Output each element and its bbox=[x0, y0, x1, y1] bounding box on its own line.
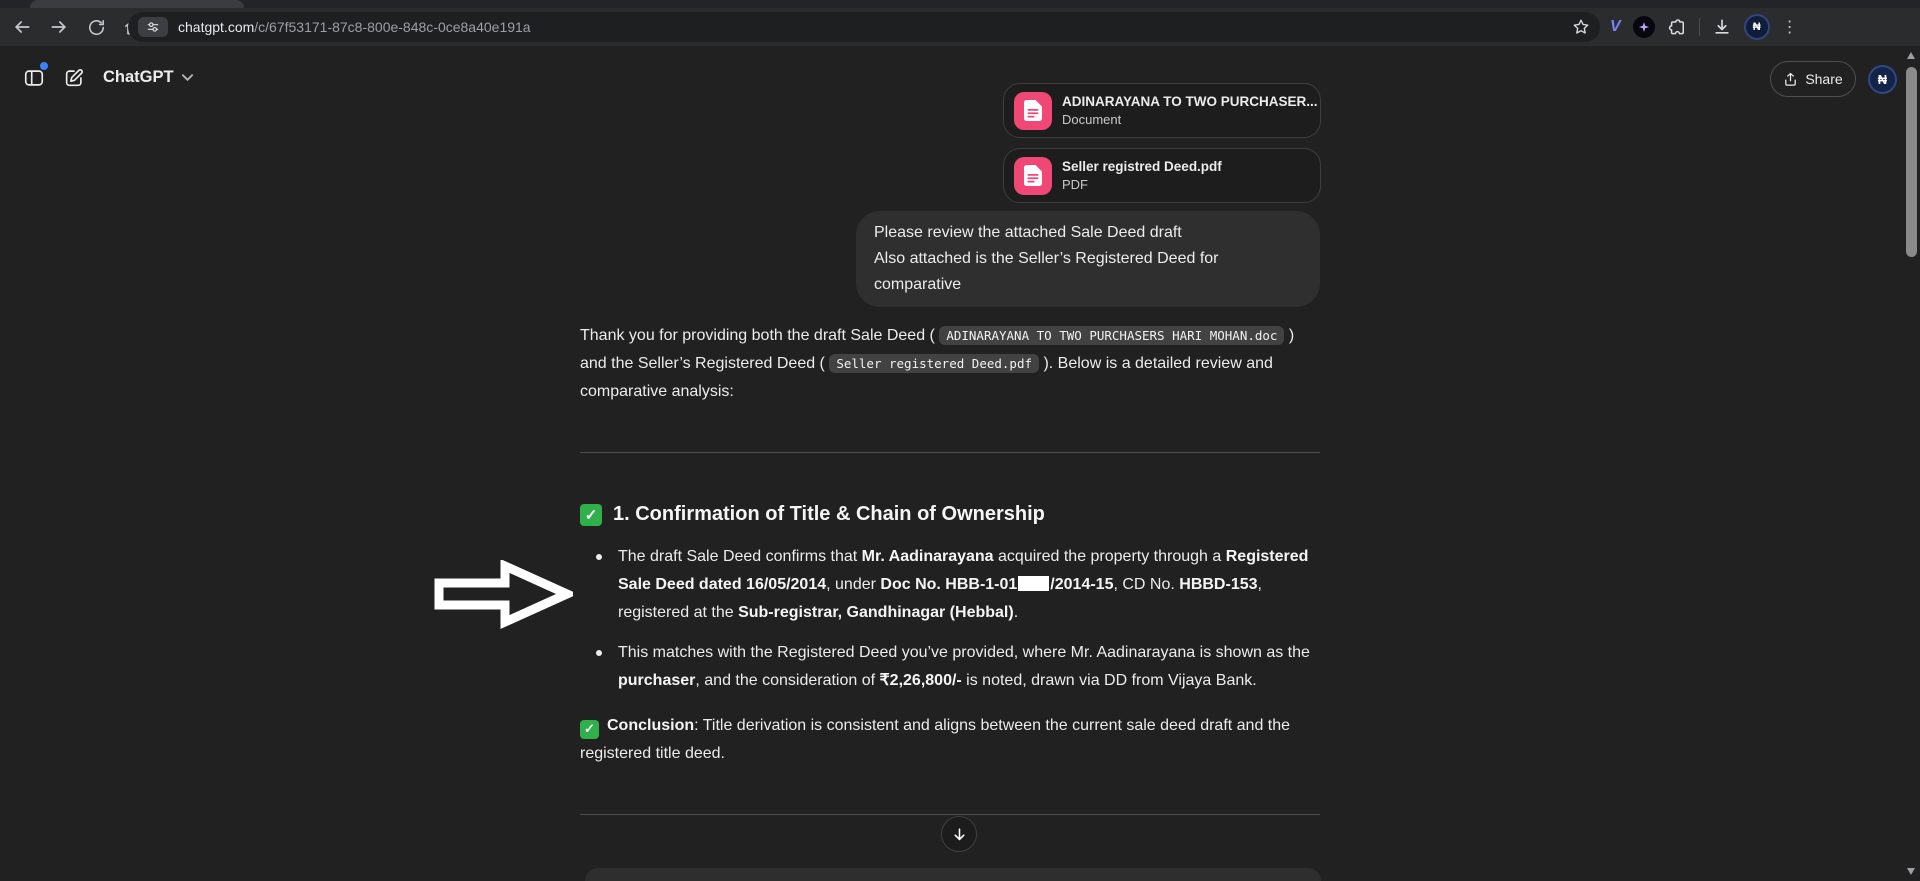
attachment-type: Document bbox=[1062, 112, 1122, 127]
forward-button[interactable] bbox=[45, 13, 73, 41]
browser-tab-strip bbox=[0, 0, 1920, 8]
toolbar-divider bbox=[1699, 18, 1700, 36]
check-emoji bbox=[580, 720, 599, 739]
tune-icon bbox=[146, 20, 160, 34]
reload-icon bbox=[87, 18, 106, 37]
browser-toolbar bbox=[0, 8, 1920, 46]
user-message-bubble bbox=[856, 211, 1320, 307]
redaction-box bbox=[1018, 576, 1049, 591]
conclusion-paragraph: ✓Conclusion: Title derivation is consistent and aligns between the current sale deed draft and the registered title deed. bbox=[580, 712, 1322, 768]
url-text[interactable] bbox=[178, 19, 1564, 35]
back-button[interactable] bbox=[8, 13, 36, 41]
user-message-line: Please review the attached Sale Deed draft bbox=[874, 224, 1182, 241]
share-label: Share bbox=[1805, 71, 1843, 87]
user-message-line: Also attached is the Seller’s Registered Deed for comparative bbox=[874, 250, 1219, 293]
bullet-item: The draft Sale Deed confirms that Mr. Aadinarayana acquired the property through a Registered Sale Deed dated 16/05/2014, under Doc No. HBB-1-01 /2014-15, CD No. HBBD-153, registered at the Sub-registrar, Gandhinagar (Hebbal). bbox=[580, 543, 1322, 627]
url-path: /c/67f53171-87c8-800e-848c-0ce8a40e191a bbox=[254, 19, 531, 35]
attachment-title: ADINARAYANA TO TWO PURCHASER... bbox=[1062, 94, 1318, 109]
document-glyph bbox=[1024, 165, 1042, 186]
message-composer[interactable] bbox=[585, 868, 1321, 881]
account-avatar[interactable]: ₦ bbox=[1868, 65, 1897, 94]
reload-button[interactable] bbox=[82, 13, 110, 41]
bullet-item: This matches with the Registered Deed you’ve provided, where Mr. Aadinarayana is shown as the purchaser, and the consideration of ₹2,26,800/- is noted, drawn via DD from Vijaya Bank. bbox=[580, 639, 1322, 695]
notification-dot bbox=[40, 62, 48, 70]
scroll-to-bottom-button[interactable] bbox=[941, 816, 977, 852]
section-divider bbox=[580, 452, 1320, 453]
extensions-button[interactable] bbox=[1667, 17, 1687, 37]
section-heading bbox=[580, 503, 1045, 526]
document-file-icon bbox=[1014, 92, 1052, 130]
app-title: ChatGPT bbox=[103, 68, 174, 86]
site-info-button[interactable] bbox=[138, 17, 168, 37]
share-button[interactable] bbox=[1770, 61, 1856, 97]
star-icon bbox=[1572, 18, 1590, 36]
attachment-card[interactable] bbox=[1003, 83, 1321, 138]
sidebar-panel-icon bbox=[23, 67, 45, 89]
scrollbar-up-arrow[interactable] bbox=[1907, 52, 1915, 59]
model-switcher[interactable] bbox=[103, 68, 194, 87]
extension-blue-icon[interactable]: V bbox=[1610, 18, 1621, 35]
active-tab[interactable] bbox=[30, 0, 244, 8]
chevron-down-icon bbox=[181, 73, 194, 82]
bold-text: ₹2,26,800/- bbox=[879, 672, 962, 689]
page-scrollbar[interactable] bbox=[1903, 46, 1920, 881]
inline-code-chip: Seller registered Deed.pdf bbox=[829, 354, 1039, 373]
arrow-down-icon bbox=[951, 826, 968, 843]
attachment-type: PDF bbox=[1062, 177, 1088, 192]
url-bar[interactable] bbox=[128, 12, 1600, 42]
share-icon bbox=[1783, 72, 1798, 87]
compose-icon bbox=[63, 67, 85, 89]
attachment-title: Seller registred Deed.pdf bbox=[1062, 159, 1222, 174]
extension-dark-icon[interactable] bbox=[1633, 16, 1655, 38]
assistant-intro-paragraph: Thank you for providing both the draft Sale Deed ( ADINARAYANA TO TWO PURCHASERS HARI MOHAN.doc ) and the Seller’s Registered Deed ( Seller registered Deed.pdf ). Below is a detailed review and comparative analysis: bbox=[580, 327, 1295, 400]
bullet-list bbox=[580, 543, 1322, 707]
chatgpt-header bbox=[0, 46, 1903, 108]
inline-code-chip: ADINARAYANA TO TWO PURCHASERS HARI MOHAN.doc bbox=[939, 326, 1284, 345]
forward-icon bbox=[49, 17, 69, 37]
url-host: chatgpt.com bbox=[178, 19, 255, 35]
new-chat-button[interactable] bbox=[60, 64, 88, 92]
bold-text: Sub-registrar, Gandhinagar (Hebbal) bbox=[738, 604, 1014, 621]
browser-profile-avatar[interactable]: ₦ bbox=[1744, 14, 1770, 40]
puzzle-icon bbox=[1667, 17, 1687, 37]
pdf-file-icon bbox=[1014, 157, 1052, 195]
bold-text: Doc No. HBB-1-01 bbox=[880, 576, 1018, 593]
bold-text: purchaser bbox=[618, 672, 696, 689]
scrollbar-down-arrow[interactable] bbox=[1907, 868, 1915, 875]
bold-text: /2014-15 bbox=[1050, 576, 1114, 593]
attachment-card[interactable] bbox=[1003, 148, 1321, 203]
bookmark-button[interactable] bbox=[1572, 18, 1590, 36]
document-glyph bbox=[1024, 100, 1042, 121]
bold-text: Registered Sale Deed dated 16/05/2014 bbox=[618, 548, 1309, 593]
bold-text: HBBD-153 bbox=[1179, 576, 1258, 593]
check-emoji bbox=[580, 504, 602, 526]
bold-text: Conclusion bbox=[607, 717, 695, 734]
sparkle-icon bbox=[1639, 22, 1649, 32]
section-divider bbox=[580, 814, 1320, 815]
browser-menu-button[interactable]: ⋮ bbox=[1781, 19, 1798, 36]
bold-text: Mr. Aadinarayana bbox=[861, 548, 994, 565]
back-icon bbox=[12, 17, 32, 37]
section-title: 1. Confirmation of Title & Chain of Ownership bbox=[613, 503, 1045, 525]
download-icon bbox=[1712, 17, 1732, 37]
arrow-annotation bbox=[433, 560, 573, 630]
downloads-button[interactable] bbox=[1712, 17, 1732, 37]
scrollbar-thumb[interactable] bbox=[1906, 67, 1917, 257]
